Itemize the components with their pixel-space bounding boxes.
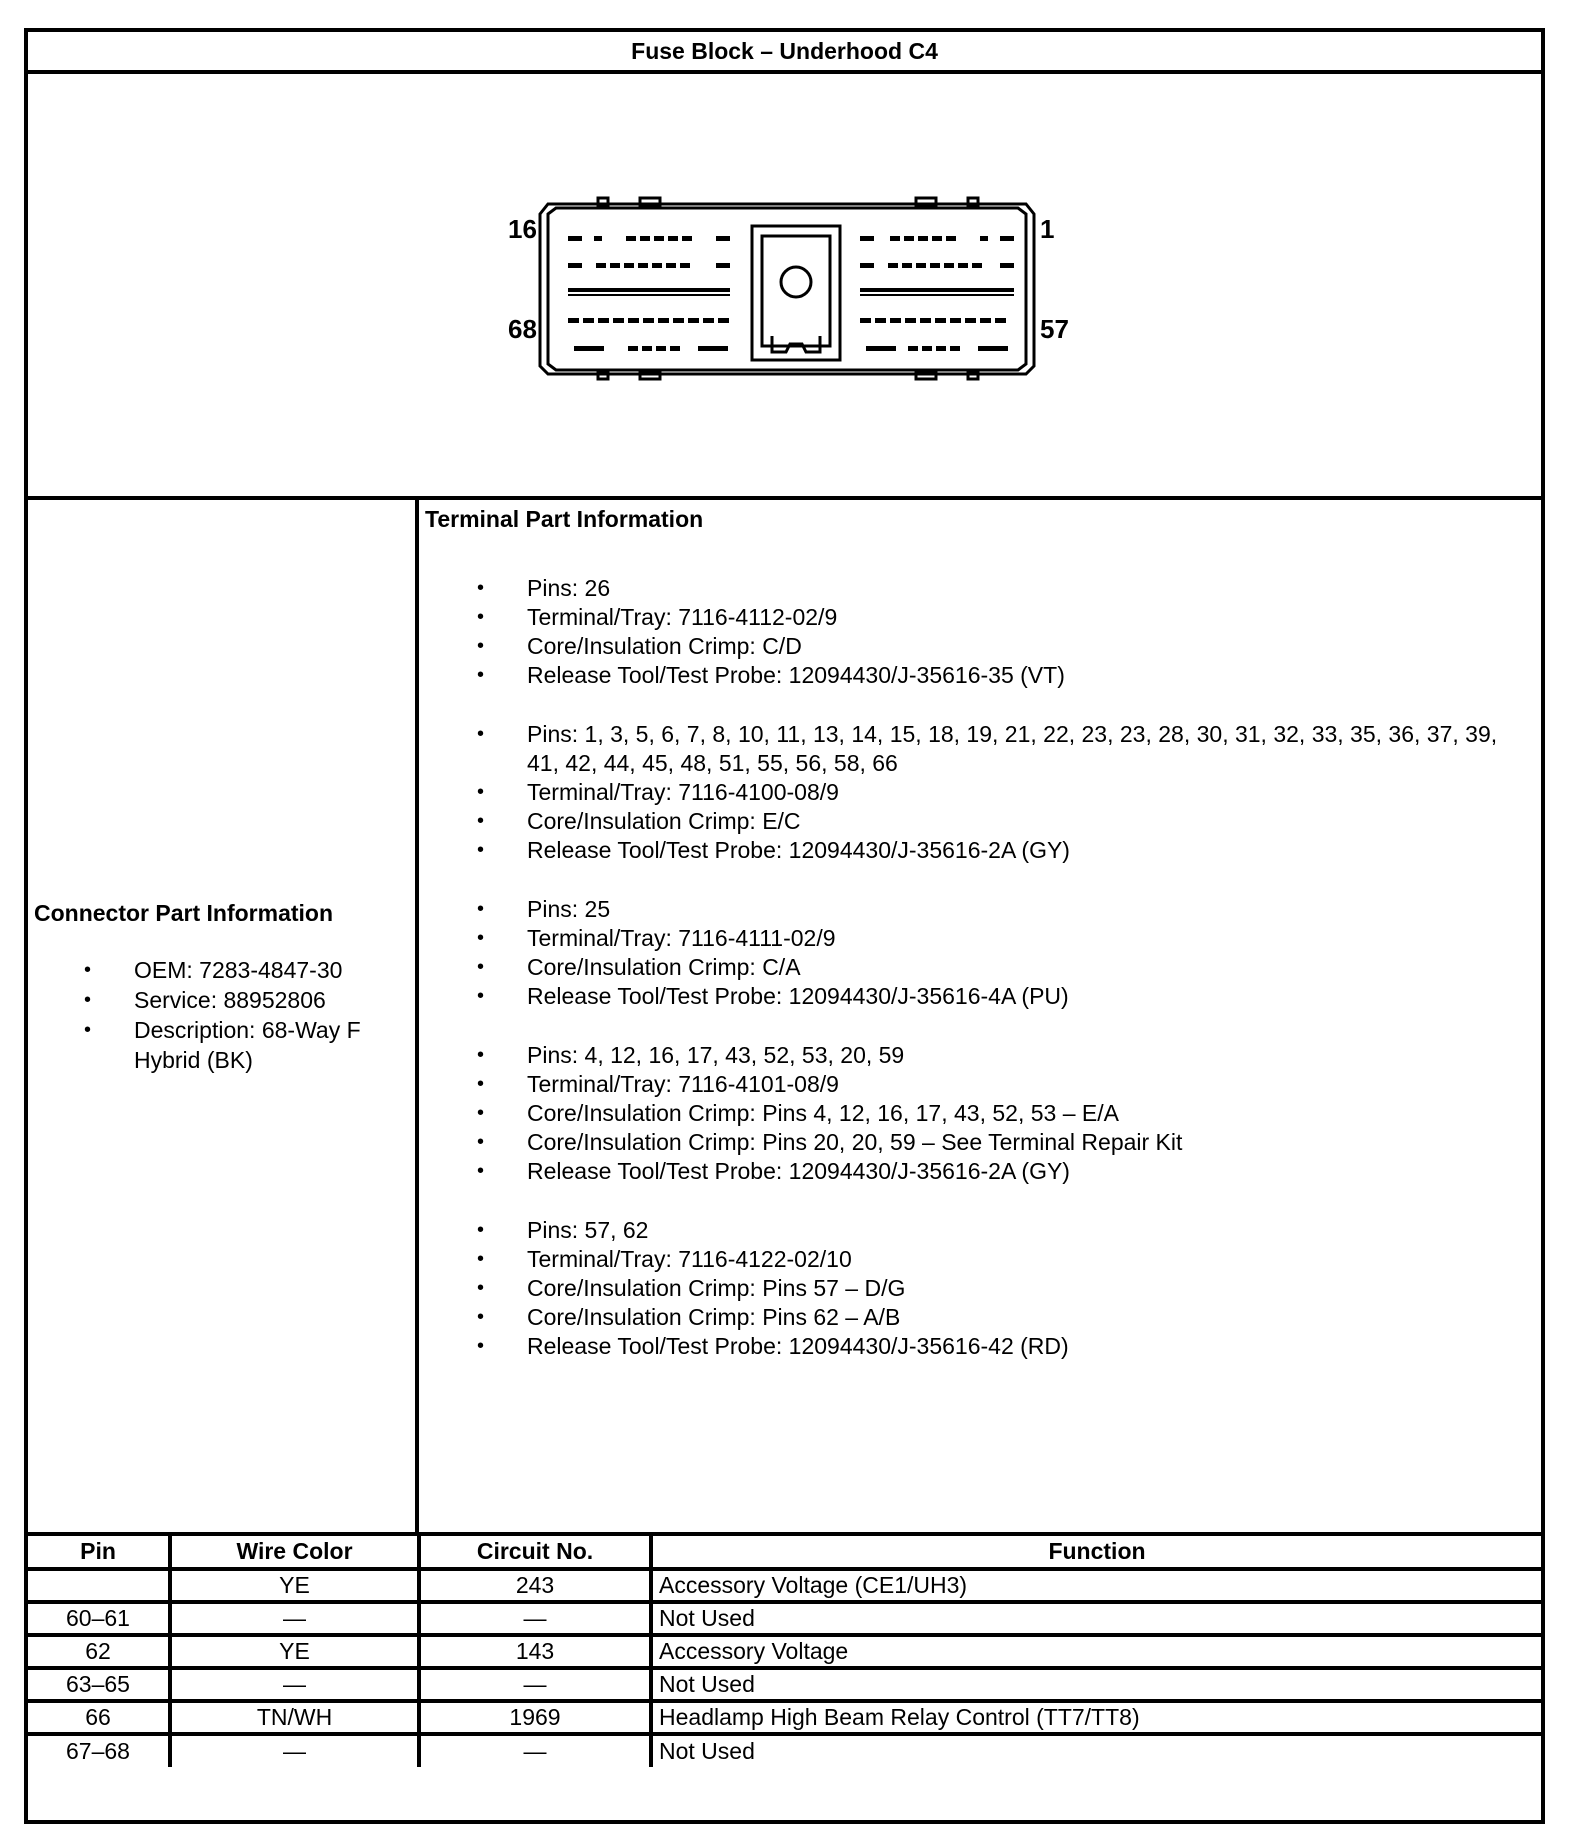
terminal-item: • Pins: 57, 62 xyxy=(419,1216,1527,1245)
terminal-item: • Terminal/Tray: 7116-4122-02/10 xyxy=(419,1245,1527,1274)
wire-color-cell: YE xyxy=(170,1635,419,1668)
connector-document xyxy=(24,28,1545,1824)
terminal-item: • Core/Insulation Crimp: Pins 62 – A/B xyxy=(419,1303,1527,1332)
terminal-item: • Terminal/Tray: 7116-4111-02/9 xyxy=(419,924,1527,953)
terminal-group xyxy=(419,895,1539,1011)
circuit-cell: — xyxy=(419,1602,651,1635)
wire-color-cell: — xyxy=(170,1602,419,1635)
table-row xyxy=(28,1569,1541,1602)
connector-diagram-panel xyxy=(28,74,1541,500)
header-circuit-no: Circuit No. xyxy=(419,1536,651,1569)
header-pin: Pin xyxy=(28,1536,170,1569)
table-header-row xyxy=(28,1536,1541,1569)
connector-info-block xyxy=(34,900,414,1075)
connector-info-list xyxy=(34,955,414,1075)
terminal-item: • Terminal/Tray: 7116-4100-08/9 xyxy=(419,778,1527,807)
function-cell: Not Used xyxy=(651,1668,1541,1701)
pin-label-68: 68 xyxy=(508,314,537,344)
terminal-info-heading: Terminal Part Information xyxy=(425,506,704,532)
terminal-group xyxy=(419,1041,1539,1186)
pin-cell: 66 xyxy=(28,1701,170,1734)
document-title: Fuse Block – Underhood C4 xyxy=(28,32,1541,74)
terminal-item: • Core/Insulation Crimp: Pins 4, 12, 16, 17, 43, 52, 53 – E/A xyxy=(419,1099,1527,1128)
connector-info-item: • Service: 88952806 xyxy=(34,985,414,1015)
pin-label-1: 1 xyxy=(1040,214,1055,244)
connector-info-item: • Description: 68-Way F Hybrid (BK) xyxy=(34,1015,414,1075)
wire-color-cell: — xyxy=(170,1734,419,1767)
terminal-groups xyxy=(419,574,1539,1391)
wire-color-cell: YE xyxy=(170,1569,419,1602)
pin-cell xyxy=(28,1569,170,1602)
pin-label-16: 16 xyxy=(508,214,537,244)
terminal-item: • Release Tool/Test Probe: 12094430/J-35616-4A (PU) xyxy=(419,982,1527,1011)
terminal-group xyxy=(419,1216,1539,1361)
circuit-cell: 143 xyxy=(419,1635,651,1668)
circuit-cell: — xyxy=(419,1734,651,1767)
pin-function-table xyxy=(28,1536,1541,1767)
terminal-item: • Core/Insulation Crimp: Pins 57 – D/G xyxy=(419,1274,1527,1303)
wire-color-cell: — xyxy=(170,1668,419,1701)
terminal-group xyxy=(419,574,1539,690)
wire-color-cell: TN/WH xyxy=(170,1701,419,1734)
terminal-item: • Release Tool/Test Probe: 12094430/J-35616-2A (GY) xyxy=(419,836,1527,865)
pin-cell: 62 xyxy=(28,1635,170,1668)
circuit-cell: — xyxy=(419,1668,651,1701)
connector-info-item: • OEM: 7283-4847-30 xyxy=(34,955,414,985)
connector-face-drawing xyxy=(28,74,1541,496)
terminal-item: • Release Tool/Test Probe: 12094430/J-35616-2A (GY) xyxy=(419,1157,1527,1186)
circuit-cell: 243 xyxy=(419,1569,651,1602)
terminal-item: • Core/Insulation Crimp: E/C xyxy=(419,807,1527,836)
terminal-item: • Core/Insulation Crimp: C/D xyxy=(419,632,1527,661)
table-row xyxy=(28,1668,1541,1701)
connector-info-cell xyxy=(28,500,419,1532)
terminal-item: • Pins: 4, 12, 16, 17, 43, 52, 53, 20, 59 xyxy=(419,1041,1527,1070)
terminal-item: • Pins: 1, 3, 5, 6, 7, 8, 10, 11, 13, 14, 15, 18, 19, 21, 22, 23, 23, 28, 30, 31, 32, 33, 35, 36, 37, 39, 41, 42, 44, 45, 48, 51, 55, 56, 58, 66 xyxy=(419,720,1527,778)
terminal-item: • Release Tool/Test Probe: 12094430/J-35616-35 (VT) xyxy=(419,661,1527,690)
connector-info-heading: Connector Part Information xyxy=(34,900,334,926)
header-wire-color: Wire Color xyxy=(170,1536,419,1569)
terminal-group xyxy=(419,720,1539,865)
terminal-item: • Core/Insulation Crimp: C/A xyxy=(419,953,1527,982)
function-cell: Accessory Voltage (CE1/UH3) xyxy=(651,1569,1541,1602)
function-cell: Not Used xyxy=(651,1734,1541,1767)
function-cell: Not Used xyxy=(651,1602,1541,1635)
function-cell: Headlamp High Beam Relay Control (TT7/TT8) xyxy=(651,1701,1541,1734)
circuit-cell: 1969 xyxy=(419,1701,651,1734)
pin-cell: 60–61 xyxy=(28,1602,170,1635)
table-row xyxy=(28,1734,1541,1767)
part-information-panel xyxy=(28,500,1541,1536)
header-function: Function xyxy=(651,1536,1541,1569)
pin-cell: 67–68 xyxy=(28,1734,170,1767)
terminal-item: • Terminal/Tray: 7116-4101-08/9 xyxy=(419,1070,1527,1099)
terminal-item: • Pins: 26 xyxy=(419,574,1527,603)
terminal-info-cell xyxy=(419,500,1541,1532)
terminal-item: • Terminal/Tray: 7116-4112-02/9 xyxy=(419,603,1527,632)
terminal-item: • Release Tool/Test Probe: 12094430/J-35616-42 (RD) xyxy=(419,1332,1527,1361)
pin-cell: 63–65 xyxy=(28,1668,170,1701)
function-cell: Accessory Voltage xyxy=(651,1635,1541,1668)
table-row xyxy=(28,1602,1541,1635)
terminal-item: • Pins: 25 xyxy=(419,895,1527,924)
table-row xyxy=(28,1635,1541,1668)
table-row xyxy=(28,1701,1541,1734)
terminal-item: • Core/Insulation Crimp: Pins 20, 20, 59 – See Terminal Repair Kit xyxy=(419,1128,1527,1157)
pin-label-57: 57 xyxy=(1040,314,1069,344)
